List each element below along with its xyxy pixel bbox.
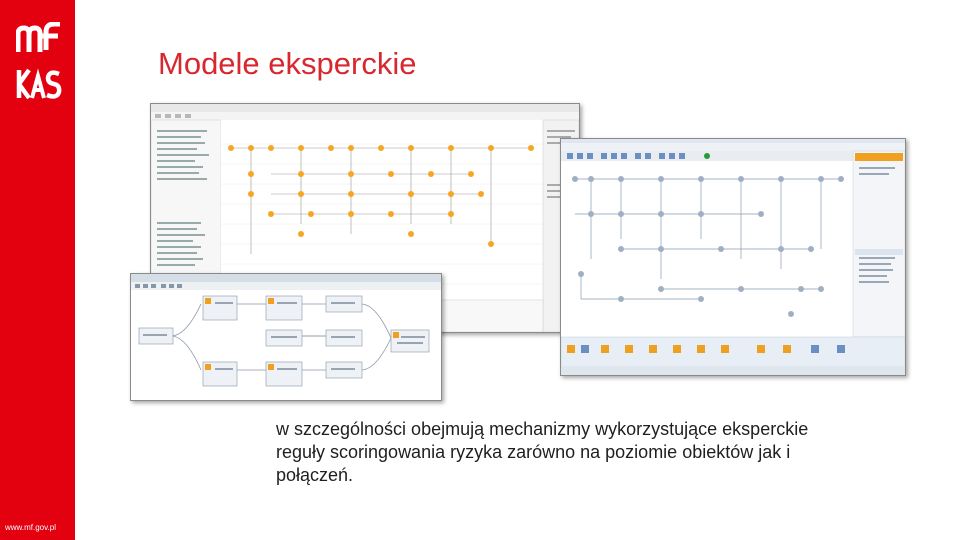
modeler-stream-screenshot xyxy=(560,138,906,376)
site-url[interactable]: www.mf.gov.pl xyxy=(5,523,56,532)
mf-logo-icon xyxy=(16,22,62,52)
slide-body-text: w szczególności obejmują mechanizmy wykorzystujące eksperckie reguły scoringowania ryzyka zarówno na poziomie obiektów jak i połączeń. xyxy=(276,419,809,485)
kas-logo-icon xyxy=(16,68,62,100)
slide-title: Modele eksperckie xyxy=(158,46,417,81)
modeler-stream-image xyxy=(561,139,905,375)
brand-sidebar xyxy=(0,0,75,540)
workflow-detail-image xyxy=(131,274,441,400)
workflow-detail-screenshot xyxy=(130,273,442,401)
